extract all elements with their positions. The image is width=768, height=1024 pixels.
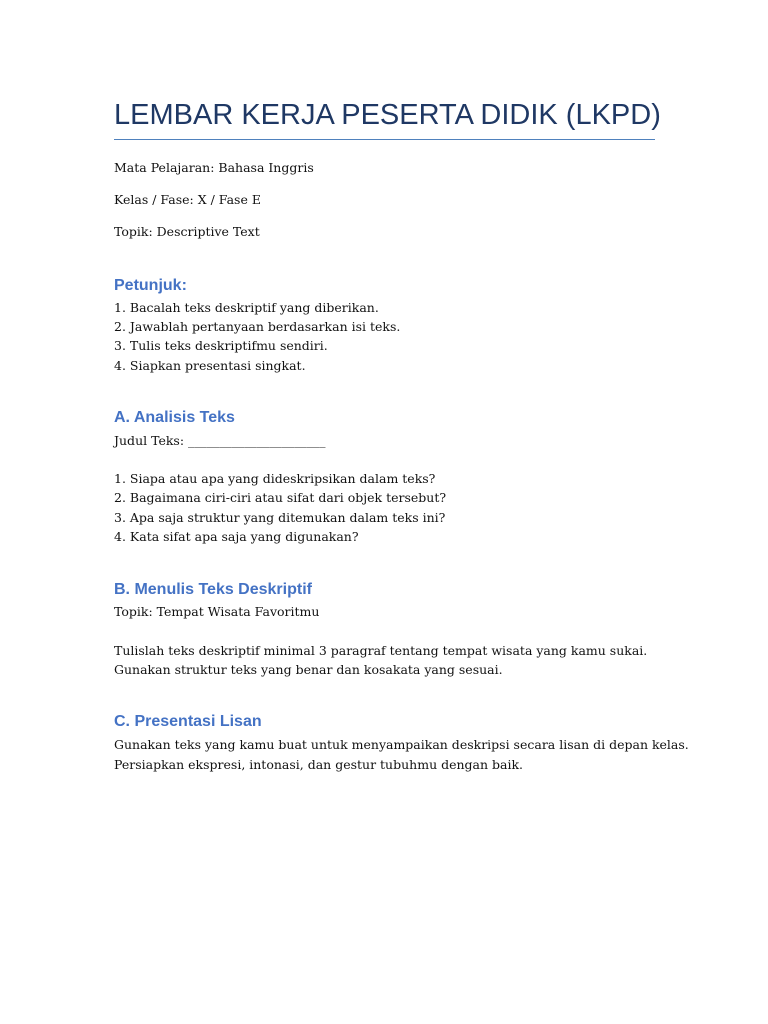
question-item: 2. Bagaimana ciri-ciri atau sifat dari objek tersebut? xyxy=(114,490,447,505)
section-a-heading: A. Analisis Teks xyxy=(114,409,235,426)
question-item: 3. Apa saja struktur yang ditemukan dalam teks ini? xyxy=(114,510,446,525)
text-title-line: Judul Teks: ______________________ xyxy=(114,433,326,448)
section-c-line: Persiapkan ekspresi, intonasi, dan gestur tubuhmu dengan baik. xyxy=(114,757,524,772)
meta-topic: Topik: Descriptive Text xyxy=(114,224,260,239)
section-b-heading: B. Menulis Teks Deskriptif xyxy=(114,581,312,598)
section-b-line: Tulislah teks deskriptif minimal 3 paragraf tentang tempat wisata yang kamu sukai. xyxy=(114,643,648,658)
question-item: 1. Siapa atau apa yang dideskripsikan dalam teks? xyxy=(114,471,436,486)
instruction-item: 1. Bacalah teks deskriptif yang diberikan. xyxy=(114,300,379,315)
section-b-topic: Topik: Tempat Wisata Favoritmu xyxy=(114,604,320,619)
section-b-line: Gunakan struktur teks yang benar dan kosakata yang sesuai. xyxy=(114,662,503,677)
section-c-line: Gunakan teks yang kamu buat untuk menyampaikan deskripsi secara lisan di depan kelas. xyxy=(114,737,689,752)
instruction-item: 4. Siapkan presentasi singkat. xyxy=(114,358,306,373)
instruction-item: 2. Jawablah pertanyaan berdasarkan isi teks. xyxy=(114,319,401,334)
meta-class: Kelas / Fase: X / Fase E xyxy=(114,192,261,207)
page-title: LEMBAR KERJA PESERTA DIDIK (LKPD) xyxy=(114,99,661,131)
title-underline xyxy=(114,139,655,140)
instruction-item: 3. Tulis teks deskriptifmu sendiri. xyxy=(114,338,328,353)
meta-subject: Mata Pelajaran: Bahasa Inggris xyxy=(114,160,314,175)
question-item: 4. Kata sifat apa saja yang digunakan? xyxy=(114,529,359,544)
section-c-heading: C. Presentasi Lisan xyxy=(114,713,262,730)
instructions-heading: Petunjuk: xyxy=(114,277,187,294)
